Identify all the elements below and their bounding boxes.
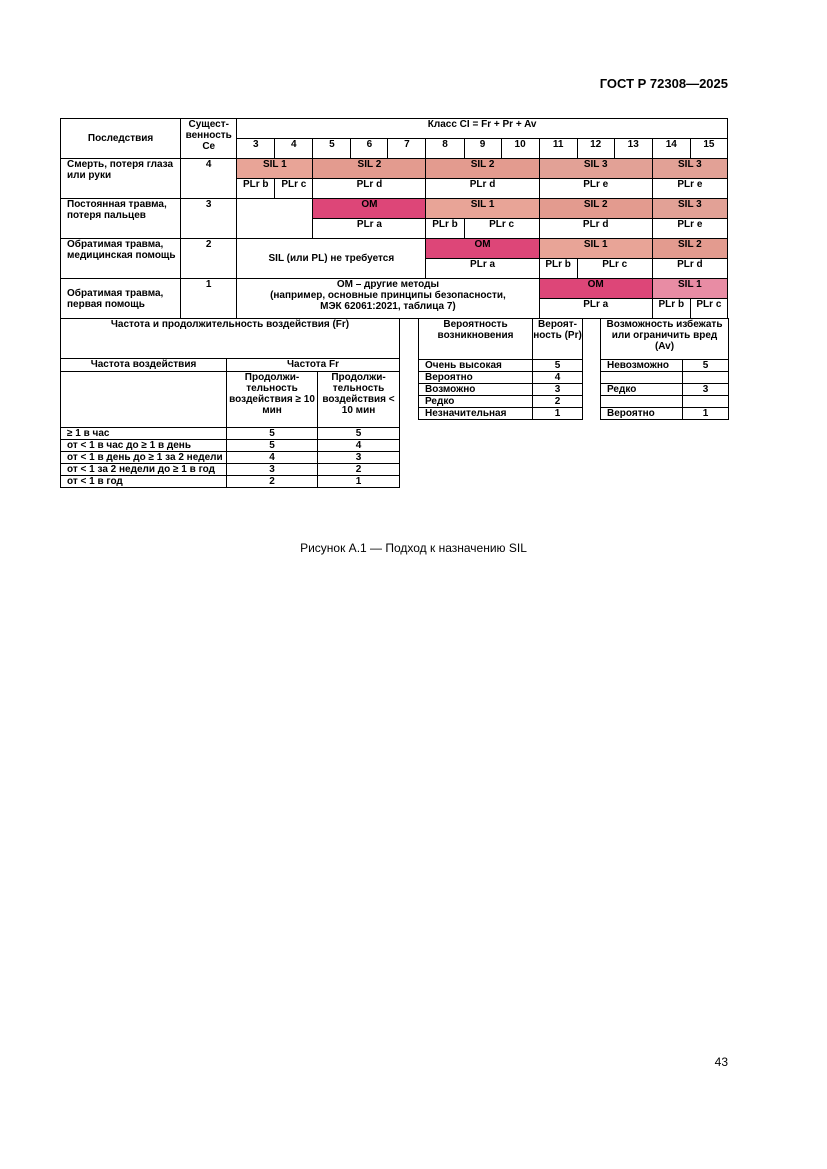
fr-value: 4	[318, 440, 400, 452]
severity-value: 2	[181, 239, 237, 279]
figure-caption: Рисунок А.1 — Подход к назначению SIL	[300, 541, 527, 555]
fr-value: 3	[227, 464, 318, 476]
empty-cell	[683, 372, 729, 384]
frequency-table	[60, 318, 400, 488]
fr-value: 5	[227, 440, 318, 452]
class-number: 10	[501, 139, 539, 159]
frequency-label: от < 1 в год	[61, 476, 227, 488]
pl-cell: PLr e	[652, 179, 727, 199]
fr-value: 3	[318, 452, 400, 464]
pl-cell: PLr d	[539, 219, 652, 239]
fr-value: 4	[227, 452, 318, 464]
severity-value: 3	[181, 199, 237, 239]
pl-cell: PLr b	[426, 219, 464, 239]
sil-cell: SIL 1	[426, 199, 539, 219]
header-class-formula: Класс CI = Fr + Pr + Av	[237, 119, 728, 139]
sil-cell: SIL 3	[539, 159, 652, 179]
avoidance-label: Невозможно	[601, 360, 683, 372]
header-severity: Сущест-венность Ce	[181, 119, 237, 159]
om-note-line: (например, основные принципы безопасности,	[270, 290, 506, 301]
pl-cell: PLr e	[539, 179, 652, 199]
standard-header: ГОСТ Р 72308—2025	[599, 76, 728, 91]
sil-cell: SIL 1	[539, 239, 652, 259]
class-number: 5	[313, 139, 351, 159]
duration-lt-header: Продолжи-тельность воздействия < 10 мин	[318, 372, 400, 428]
fr-value: 2	[318, 464, 400, 476]
class-number: 11	[539, 139, 577, 159]
severity-value: 4	[181, 159, 237, 199]
pl-cell: PLr c	[464, 219, 539, 239]
probability-table	[418, 318, 583, 420]
class-number: 9	[464, 139, 501, 159]
header-fr: Частота Fr	[227, 359, 400, 372]
pr-value: 2	[533, 396, 583, 408]
om-cell: OM	[426, 239, 539, 259]
class-number: 8	[426, 139, 464, 159]
duration-ge-header: Продолжи-тельность воздействия ≥ 10 мин	[227, 372, 318, 428]
om-note-cell	[237, 279, 539, 319]
om-cell: OM	[313, 199, 426, 219]
pr-value: 4	[533, 372, 583, 384]
pl-cell: PLr b	[539, 259, 577, 279]
sil-cell: SIL 2	[652, 239, 727, 259]
frequency-label: от < 1 в день до ≥ 1 за 2 недели	[61, 452, 227, 464]
class-number: 3	[237, 139, 275, 159]
pl-cell: PLr a	[539, 299, 652, 319]
not-required-cell: SIL (или PL) не требуется	[237, 239, 426, 279]
pl-cell: PLr e	[652, 219, 727, 239]
sil-cell: SIL 2	[426, 159, 539, 179]
class-number: 13	[614, 139, 652, 159]
class-number: 4	[275, 139, 313, 159]
probability-label: Вероятно	[419, 372, 533, 384]
fr-value: 5	[318, 428, 400, 440]
avoidance-table	[600, 318, 729, 420]
sil-class-table	[60, 118, 728, 319]
av-value: 3	[683, 384, 729, 396]
class-number: 7	[388, 139, 426, 159]
pl-cell: PLr c	[690, 299, 727, 319]
sil-cell: SIL 2	[313, 159, 426, 179]
probability-label: Незначительная	[419, 408, 533, 420]
consequence-label: Обратимая травма, медицинская помощь	[61, 239, 181, 279]
pr-value: 1	[533, 408, 583, 420]
consequence-label: Постоянная травма, потеря пальцев	[61, 199, 181, 239]
class-number: 14	[652, 139, 690, 159]
av-value: 5	[683, 360, 729, 372]
pl-cell: PLr d	[652, 259, 727, 279]
probability-label: Очень высокая	[419, 360, 533, 372]
probability-label: Редко	[419, 396, 533, 408]
pr-value: 3	[533, 384, 583, 396]
pl-cell: PLr b	[652, 299, 690, 319]
header-consequences: Последствия	[61, 119, 181, 159]
avoidance-label: Редко	[601, 384, 683, 396]
om-cell: OM	[539, 279, 652, 299]
empty-cell	[601, 372, 683, 384]
empty-cell	[683, 396, 729, 408]
om-note-line: OM – другие методы	[336, 279, 440, 290]
avoidance-label: Вероятно	[601, 408, 683, 420]
avoidance-title: Возможность избежать или ограничить вред (Av)	[601, 319, 729, 360]
probability-label: Возможно	[419, 384, 533, 396]
empty-cell	[61, 372, 227, 428]
frequency-label: от < 1 в час до ≥ 1 в день	[61, 440, 227, 452]
class-number: 15	[690, 139, 727, 159]
pl-cell: PLr a	[426, 259, 539, 279]
sil-cell: SIL 1	[237, 159, 313, 179]
pl-cell: PLr d	[313, 179, 426, 199]
consequence-label: Смерть, потеря глаза или руки	[61, 159, 181, 199]
fr-value: 1	[318, 476, 400, 488]
sil-cell: SIL 3	[652, 199, 727, 219]
frequency-label: ≥ 1 в час	[61, 428, 227, 440]
severity-value: 1	[181, 279, 237, 319]
fr-value: 2	[227, 476, 318, 488]
page-number: 43	[714, 1055, 728, 1069]
pr-value: 5	[533, 360, 583, 372]
frequency-label: от < 1 за 2 недели до ≥ 1 в год	[61, 464, 227, 476]
frequency-title: Частота и продолжительность воздействия (Fr)	[61, 319, 400, 359]
pl-cell: PLr b	[237, 179, 275, 199]
av-value: 1	[683, 408, 729, 420]
empty-cell	[237, 199, 313, 239]
class-number: 6	[351, 139, 388, 159]
header-probability: Вероятность возникновения	[419, 319, 533, 360]
om-note-line: МЭК 62061:2021, таблица 7)	[320, 301, 456, 312]
sil-cell: SIL 1	[652, 279, 727, 299]
pl-cell: PLr a	[313, 219, 426, 239]
sil-cell: SIL 3	[652, 159, 727, 179]
pl-cell: PLr c	[275, 179, 313, 199]
pl-cell: PLr d	[426, 179, 539, 199]
consequence-label: Обратимая травма, первая помощь	[61, 279, 181, 319]
header-probability-value: Вероят-ность (Pr)	[533, 319, 583, 360]
sil-cell: SIL 2	[539, 199, 652, 219]
header-frequency: Частота воздействия	[61, 359, 227, 372]
class-number: 12	[577, 139, 614, 159]
empty-cell	[601, 396, 683, 408]
fr-value: 5	[227, 428, 318, 440]
pl-cell: PLr c	[577, 259, 652, 279]
